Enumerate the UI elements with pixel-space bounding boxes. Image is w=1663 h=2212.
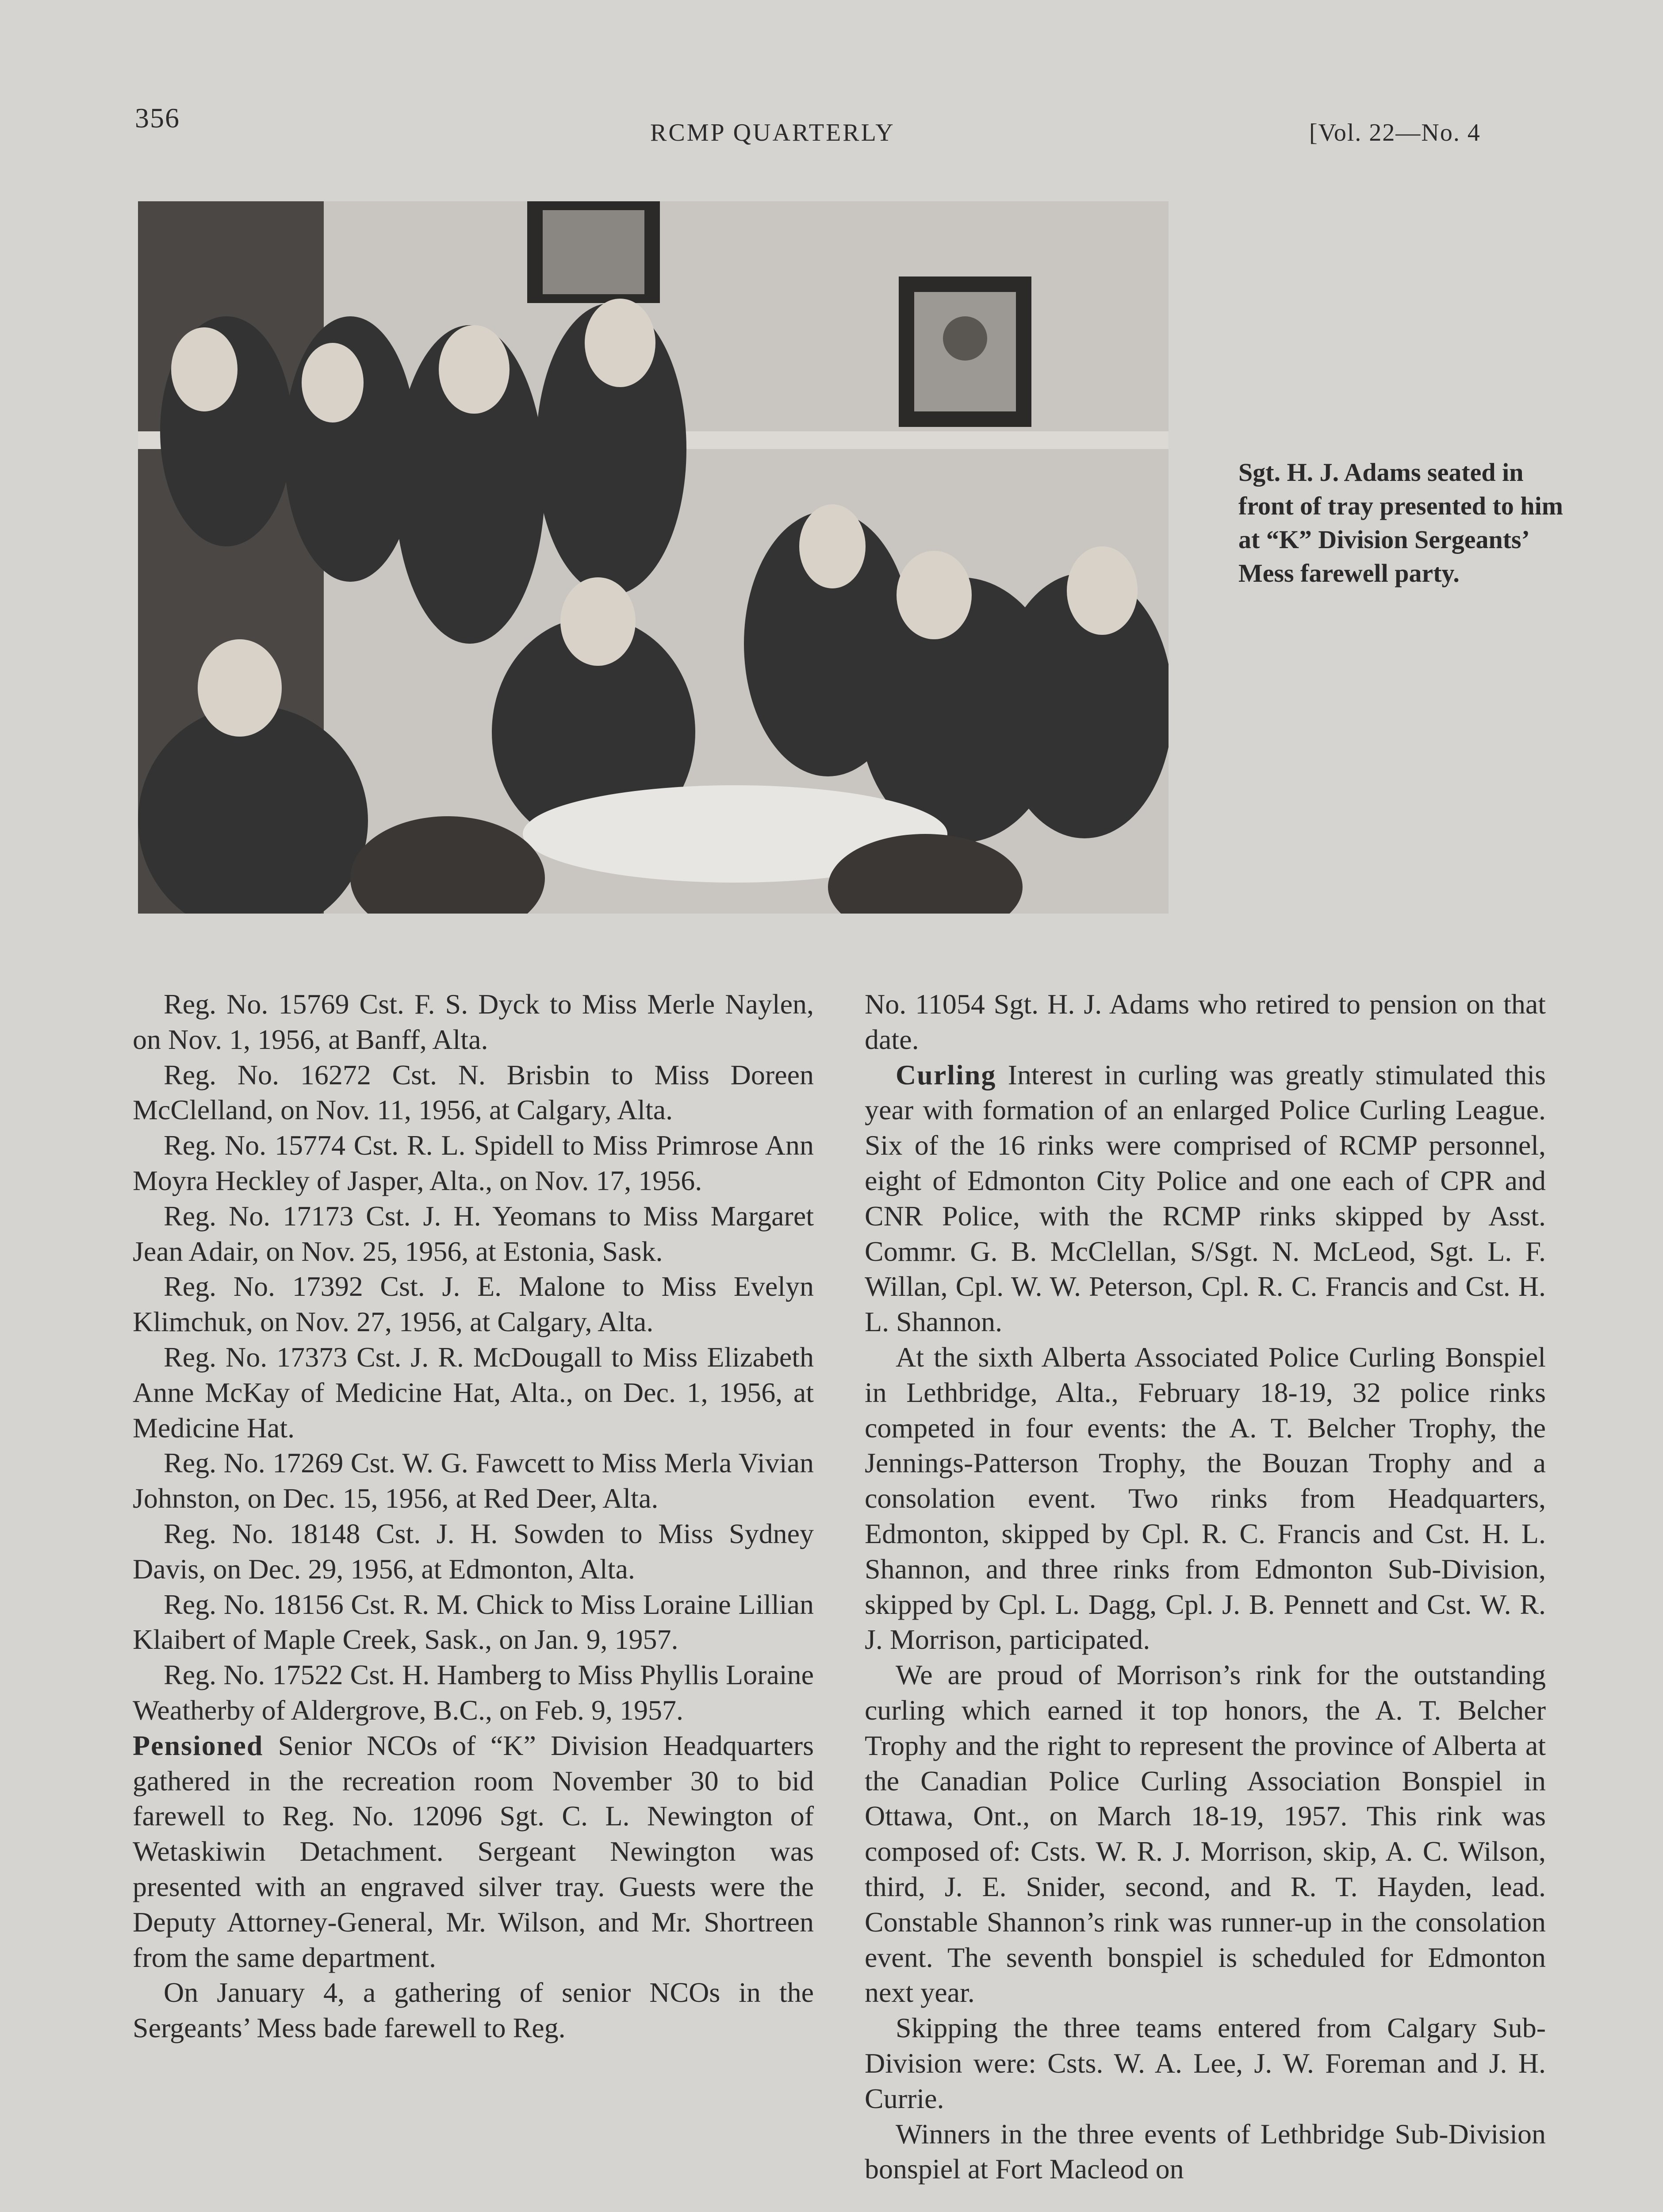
running-head: RCMP QUARTERLY bbox=[650, 119, 895, 146]
paragraph-text: Senior NCOs of “K” Division Headquarters gathered in the recreation room November 30 to bid farewell to Reg. No. 12096 Sgt. C. L. Newington of Wetaskiwin Detachment. Sergeant Newington was presented with an engraved silver tray. Guests were the Deputy Attorney-General, Mr. Wilson, and Mr. Shortreen from the same department. bbox=[133, 1729, 814, 1973]
right-column bbox=[865, 987, 1546, 2187]
marriage-notice: Reg. No. 17173 Cst. J. H. Yeomans to Miss Margaret Jean Adair, on Nov. 25, 1956, at Estonia, Sask. bbox=[133, 1200, 814, 1267]
volume-issue: [Vol. 22—No. 4 bbox=[1309, 119, 1481, 146]
marriage-notice: Reg. No. 16272 Cst. N. Brisbin to Miss Doreen McClelland, on Nov. 11, 1956, at Calgary, Alta. bbox=[133, 1059, 814, 1126]
group-photo-illustration bbox=[138, 201, 1169, 914]
marriage-notice: Reg. No. 17522 Cst. H. Hamberg to Miss Phyllis Loraine Weatherby of Aldergrove, B.C., on Feb. 9, 1957. bbox=[133, 1659, 814, 1726]
section-lead: Pensioned bbox=[133, 1729, 264, 1761]
page-number: 356 bbox=[135, 102, 180, 134]
paragraph: At the sixth Alberta Associated Police Curling Bonspiel in Lethbridge, Alta., February 18-19, 32 police rinks competed in four events: the A. T. Belcher Trophy, the Jennings-Patterson Trophy, the Bouzan Trophy and a consolation event. Two rinks from Headquarters, Edmonton, skipped by Cpl. R. C. Francis and Cst. H. L. Shannon, and three rinks from Edmonton Sub-Division, skipped by Cpl. L. Dagg, Cpl. J. B. Pennett and Cst. W. R. J. Morrison, participated. bbox=[865, 1341, 1546, 1655]
marriage-notice: Reg. No. 17373 Cst. J. R. McDougall to Miss Elizabeth Anne McKay of Medicine Hat, Alta., on Dec. 1, 1956, at Medicine Hat. bbox=[133, 1341, 814, 1444]
photo-caption: Sgt. H. J. Adams seated in front of tray presented to him at “K” Division Sergeants’ Mess farewell party. bbox=[1238, 458, 1563, 588]
paragraph: No. 11054 Sgt. H. J. Adams who retired to pension on that date. bbox=[865, 988, 1546, 1055]
group-photo bbox=[138, 201, 1169, 914]
pensioned-paragraph bbox=[133, 1728, 814, 1975]
left-column bbox=[133, 987, 814, 2046]
marriage-notice: Reg. No. 15774 Cst. R. L. Spidell to Miss Primrose Ann Moyra Heckley of Jasper, Alta., on Nov. 17, 1956. bbox=[133, 1129, 814, 1196]
curling-paragraph bbox=[865, 1057, 1546, 1340]
marriage-notice: Reg. No. 18148 Cst. J. H. Sowden to Miss Sydney Davis, on Dec. 29, 1956, at Edmonton, Alta. bbox=[133, 1517, 814, 1585]
section-lead: Curling bbox=[896, 1059, 996, 1091]
paragraph: Skipping the three teams entered from Calgary Sub-Division were: Csts. W. A. Lee, J. W. Foreman and J. H. Currie. bbox=[865, 2012, 1546, 2114]
marriage-notice: Reg. No. 18156 Cst. R. M. Chick to Miss Loraine Lillian Klaibert of Maple Creek, Sask., on Jan. 9, 1957. bbox=[133, 1588, 814, 1655]
paragraph-text: Interest in curling was greatly stimulated this year with formation of an enlarged Police Curling League. Six of the 16 rinks were comprised of RCMP personnel, eight of Edmonton City Police and one each of CPR and CNR Police, with the RCMP rinks skipped by Asst. Commr. G. B. McClellan, S/Sgt. N. McLeod, Sgt. L. F. Willan, Cpl. W. W. Peterson, Cpl. R. C. Francis and Cst. H. L. Shannon. bbox=[865, 1059, 1546, 1338]
marriage-notice: Reg. No. 15769 Cst. F. S. Dyck to Miss Merle Naylen, on Nov. 1, 1956, at Banff, Alta. bbox=[133, 988, 814, 1055]
marriage-notice: Reg. No. 17269 Cst. W. G. Fawcett to Miss Merla Vivian Johnston, on Dec. 15, 1956, at Red Deer, Alta. bbox=[133, 1447, 814, 1514]
paragraph: We are proud of Morrison’s rink for the outstanding curling which earned it top honors, the A. T. Belcher Trophy and the right to represent the province of Alberta at the Canadian Police Curling Association Bonspiel in Ottawa, Ont., on March 18-19, 1957. This rink was composed of: Csts. W. R. J. Morrison, skip, A. C. Wilson, third, J. E. Snider, second, and R. T. Hayden, lead. Constable Shannon’s rink was runner-up in the consolation event. The seventh bonspiel is scheduled for Edmonton next year. bbox=[865, 1659, 1546, 2008]
paragraph: Winners in the three events of Lethbridge Sub-Division bonspiel at Fort Macleod on bbox=[865, 2118, 1546, 2185]
paragraph: On January 4, a gathering of senior NCOs in the Sergeants’ Mess bade farewell to Reg. bbox=[133, 1977, 814, 2044]
marriage-notice: Reg. No. 17392 Cst. J. E. Malone to Miss Evelyn Klimchuk, on Nov. 27, 1956, at Calgary, Alta. bbox=[133, 1271, 814, 1338]
